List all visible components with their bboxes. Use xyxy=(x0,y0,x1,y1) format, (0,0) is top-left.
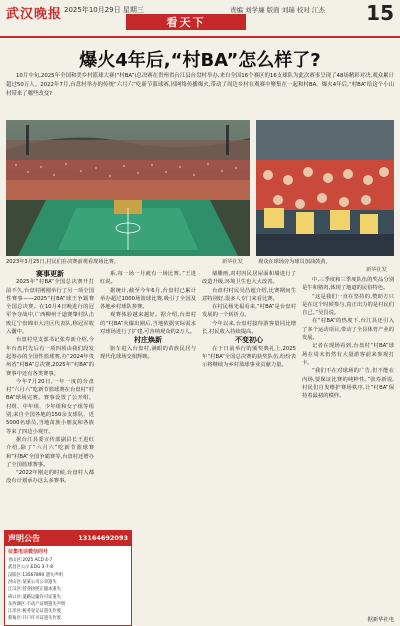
col1-paragraph: 今年7月20日,一年一度的台盘村“六月六”吃新节篮球赛在台盘村“村BA”球场完赛。赛事设置了公开组、村组、中年组、少年组和女子组等组别,来自全国各地的150余支球队、近5000名球员,当地苗族小朋友和各族等来了四边小观开。 xyxy=(6,378,94,435)
col1-paragraph: “2022年刚走的时候,台盘村人都没有计划承办这么多赛事。 xyxy=(6,470,94,485)
col1-paragraph: 据台江县委宣传部副县长王进红介绍,除了“六月六”吃新节篮球赛和“村BA”全国争霸赛等,台盘村还增办了全国篮球赛事。 xyxy=(6,436,94,468)
ad-line: 武昌区公示:EDG 3-7-8 xyxy=(8,565,53,571)
col4-paragraph: “我们不在对球场的广告,但不能在内场,要保证比赛的纯粹性。”张寿新说,村民们自发维护赛场秩序,让“村BA”保持着最初的模样。 xyxy=(302,368,394,400)
ad-line: 汉阳区:13567890 遗失声明 xyxy=(8,572,63,578)
ad-subtitle: 征集电话微信同号 xyxy=(8,549,49,555)
ad-title: 声明公告 xyxy=(8,534,40,543)
newspaper-logo: 武汉晚报 xyxy=(6,7,63,22)
ad-header xyxy=(5,531,131,546)
article-column-1 xyxy=(6,270,94,526)
col2-paragraph: 系,每一场一月就有一场比赛。”王进红说。 xyxy=(100,271,196,286)
ad-line: 江岸区:税务登记证遗失作废 xyxy=(8,609,62,615)
col2-paragraph: 观赛体验越来越好。据介绍,台盘村的“村BA”火爆出圈后,当地依据实际需求对球场进行了扩建,可容纳观众约2万人。 xyxy=(100,312,196,336)
subhead-village: 村庄焕新 xyxy=(134,336,162,345)
col3-paragraph: 在村民杨光福看来,“村BA”是台盘村发展的一个转折点。 xyxy=(202,304,296,319)
col2-paragraph: 据统计,截至今年6月,台盘村已累计举办超过1000场篮球比赛,吸引了全国及各地乡村球队参赛。 xyxy=(100,287,196,311)
article-column-3 xyxy=(202,270,296,612)
classified-ad-box xyxy=(4,530,132,626)
editor-credits: 责编 刘学廉 版面 刘瑞 校对 江杰 xyxy=(230,6,325,14)
col3-paragraph: 台盘村村民吴昌超介绍,比赛期间生意特别好,很多人专门来看比赛。 xyxy=(202,287,296,302)
ad-line: 洪山区:某某公司公章遗失 xyxy=(8,579,57,585)
ad-line: 东西湖区:不动产证明遗失声明 xyxy=(8,601,66,607)
stadium-photo xyxy=(6,120,250,256)
header-divider xyxy=(0,36,400,38)
article-headline: 爆火4年后,“村BA”怎么样了? xyxy=(79,50,321,71)
col4-paragraph: 在“村BA”的热度下,台江县还引入了多个运动项目,带动了全县体育产业的发展。 xyxy=(302,318,394,342)
ad-phone: 13164692093 xyxy=(78,534,128,542)
col3-paragraph: 墙雕画,对村内民居屋面和墙进行了改造升级,环境卫生也大大改善。 xyxy=(202,271,296,286)
page-number: 15 xyxy=(366,1,394,25)
col1-paragraph: 2025年“村BA”全国总决赛开打前不久,台盘村刚刚举行了另一项全国性赛事——2025“村BA”球王争霸赛全国总决赛。在10月4日晚进行的冠军争夺战中,广西柳州千道赛肇村队击败辽宁盘锦市大洼区代表队,称冠军收入囊中。 xyxy=(6,279,94,336)
col1-paragraph: 台盘村党支部书记张寿新介绍,今年台盘村先后有一项四项由我们段发起筹办的全国性篮球赛,办“2024年贵州省“村BA”总决赛,2025年“村BA”的赛事中还有各类赛事。 xyxy=(6,337,94,377)
right-photo-credit: 新华社发 xyxy=(366,267,387,273)
right-photo-caption: 观众在球场旁为球员加油鼓劲。 xyxy=(258,259,331,265)
left-photo-credit: 新华社发 xyxy=(222,259,243,265)
lead-paragraph: 10月中旬,2025年全国和美乡村篮球大赛(“村BA”)总决赛在贵州省台江县台盘村举办,来自全国16个赛区的16支球队为此次赛事呈现了48场精彩对决,观众累计超过50万人。2022年7月,台盘村举办的传统“六月六”吃新节篮球赛,因网络传播爆火,带动了周边乡村在观赛中聚集在一起和村BA。爆火4年后,“村BA”给这个小山村带来了哪些改变? xyxy=(6,73,394,97)
col4-paragraph: “这是我们一直在坚持的,赞助方只是在这个时候参与,真正出力的是村民们自己。”吴昌说。 xyxy=(302,293,394,317)
issue-date: 2025年10月29日 星期三 xyxy=(64,6,144,14)
ad-line: 江汉区:营业执照正副本遗失 xyxy=(8,587,62,593)
col3-paragraph: 在于日前举行的颁奖典礼上,2025年“村BA”全国总决赛的获奖队伍,纷纷表示将继续为乡村篮球事业贡献力量。 xyxy=(202,345,296,369)
ad-line: 青山区:2025 ACD 4-7 xyxy=(8,558,53,563)
ad-line: 硚口区:道路运输许可证遗失 xyxy=(8,594,62,600)
col2-paragraph: 驱车进入台盘村,满眼的苗族民居与现代化球场交相辉映。 xyxy=(100,345,196,360)
col4-paragraph: 记者在现场看到,台盘村“村BA”球场在周末仍然有大量游客前来参观打卡。 xyxy=(302,343,394,366)
ad-line: 蔡甸区:开户许可证遗失作废 xyxy=(8,616,62,622)
masthead xyxy=(0,0,400,40)
crowd-photo xyxy=(256,120,394,256)
col3-paragraph: 今年以来,台盘村接待游客量同比增长,村民收入持续提高。 xyxy=(202,320,296,336)
left-photo-caption: 2023年3月25日,村民们在决赛前观看现场比赛。 xyxy=(6,259,119,265)
footer-credit: 据新华社电 xyxy=(367,617,394,623)
subhead-events: 赛事更新 xyxy=(36,270,64,278)
col4-paragraph: 中,三季度和三季度队伍的奖品分别是牛和猪肉,体现了地道的民俗特色。 xyxy=(302,277,394,292)
article-column-4 xyxy=(302,276,394,610)
section-banner: 看天下 xyxy=(126,14,246,30)
subhead-spirit: 不变初心 xyxy=(235,336,263,345)
